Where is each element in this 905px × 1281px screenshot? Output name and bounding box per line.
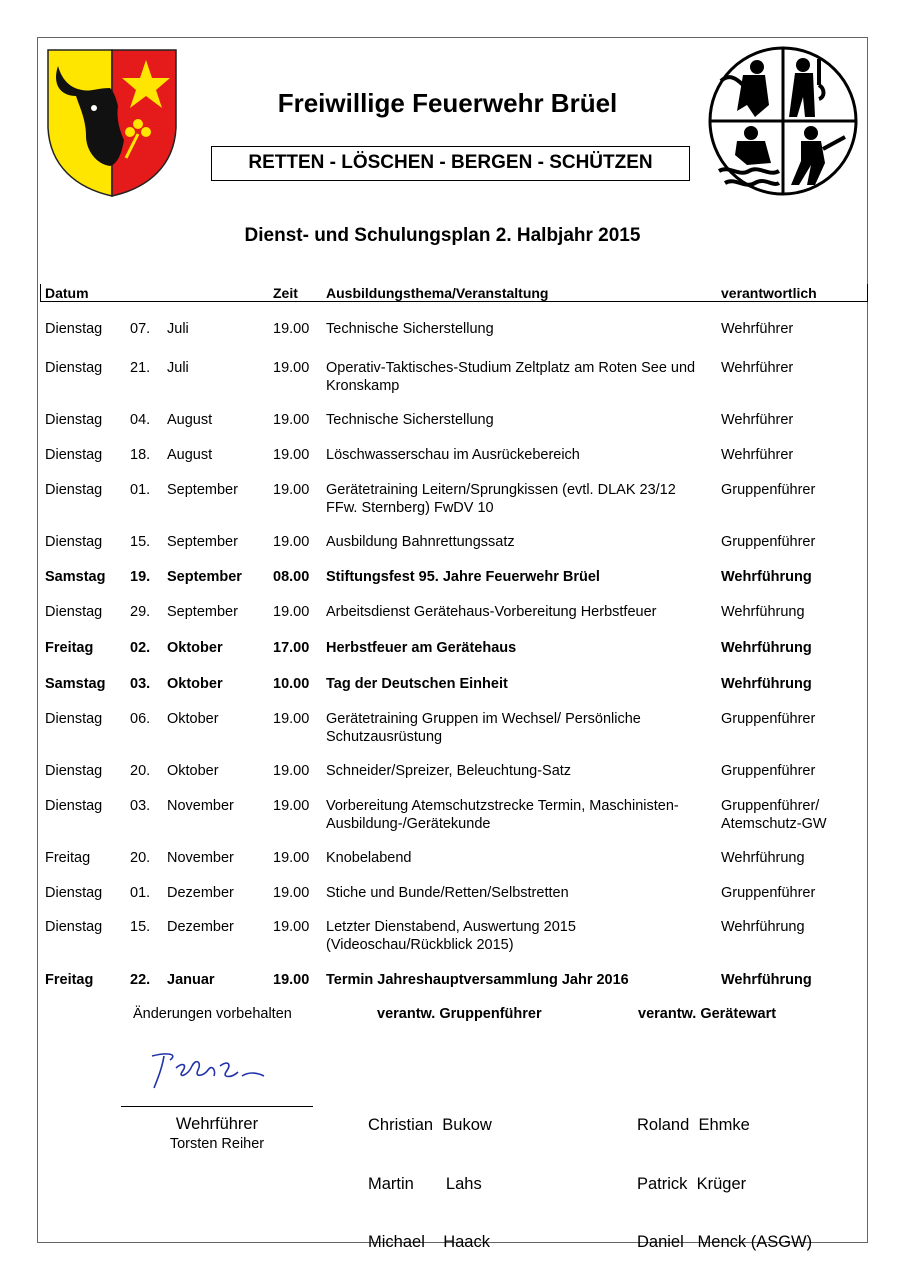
row-day: Dienstag [45, 482, 103, 498]
row-date-number: 03. [130, 676, 151, 692]
row-month: Oktober [167, 763, 219, 779]
row-topic: Gerätetraining Leitern/Sprungkissen (evtl. DLAK 23/12 FFw. Sternberg) FwDV 10 [326, 482, 676, 516]
row-day: Dienstag [45, 711, 103, 727]
row-topic: Ausbildung Bahnrettungssatz [326, 534, 515, 550]
row-time: 17.00 [273, 640, 310, 656]
row-time: 19.00 [273, 447, 310, 463]
row-month: Oktober [167, 711, 219, 727]
column-header-time: Zeit [273, 285, 298, 301]
row-date-number: 03. [130, 798, 151, 814]
row-time: 19.00 [273, 798, 310, 814]
row-responsible: Wehrführer [721, 447, 794, 463]
row-day: Dienstag [45, 885, 103, 901]
row-date-number: 20. [130, 850, 151, 866]
coat-of-arms-icon [46, 48, 178, 198]
row-time: 19.00 [273, 321, 310, 337]
row-date-number: 20. [130, 763, 151, 779]
row-date-number: 01. [130, 482, 151, 498]
row-topic: Letzter Dienstabend, Auswertung 2015 (Videoschau/Rückblick 2015) [326, 919, 576, 953]
column-header-date: Datum [45, 285, 89, 301]
signature-line [121, 1106, 313, 1107]
row-time: 10.00 [273, 676, 310, 692]
row-date-number: 21. [130, 360, 151, 376]
chief-name: Torsten Reiher [169, 1136, 265, 1152]
signature-icon [148, 1048, 268, 1093]
row-day: Freitag [45, 972, 94, 988]
group-leaders-label: verantw. Gruppenführer [377, 1006, 542, 1022]
row-day: Freitag [45, 640, 94, 656]
row-responsible: Wehrführung [721, 972, 812, 988]
row-responsible: Gruppenführer [721, 534, 816, 550]
row-month: Dezember [167, 885, 234, 901]
row-day: Dienstag [45, 798, 103, 814]
page-title: Freiwillige Feuerwehr Brüel [277, 88, 618, 118]
row-month: Januar [167, 972, 215, 988]
row-topic: Stiftungsfest 95. Jahre Feuerwehr Brüel [326, 569, 600, 585]
row-topic: Schneider/Spreizer, Beleuchtung-Satz [326, 763, 572, 779]
row-time: 19.00 [273, 534, 310, 550]
row-day: Samstag [45, 569, 106, 585]
row-responsible: Gruppenführer/ Atemschutz-GW [721, 798, 827, 832]
row-month: September [167, 569, 242, 585]
row-time: 19.00 [273, 482, 310, 498]
row-time: 19.00 [273, 360, 310, 376]
row-time: 19.00 [273, 850, 310, 866]
column-header-responsible: verantwortlich [721, 285, 817, 301]
row-topic: Knobelabend [326, 850, 412, 866]
row-day: Dienstag [45, 412, 103, 428]
changes-note: Änderungen vorbehalten [133, 1006, 292, 1022]
row-date-number: 19. [130, 569, 151, 585]
chief-title: Wehrführer [175, 1115, 259, 1133]
row-responsible: Gruppenführer [721, 711, 816, 727]
equipment-wardens-list [637, 1077, 812, 1272]
row-time: 19.00 [273, 885, 310, 901]
row-responsible: Wehrführer [721, 360, 794, 376]
row-day: Dienstag [45, 321, 103, 337]
row-responsible: Wehrführung [721, 604, 805, 620]
row-topic: Technische Sicherstellung [326, 321, 494, 337]
row-responsible: Wehrführung [721, 919, 805, 935]
row-time: 19.00 [273, 711, 310, 727]
row-responsible: Wehrführung [721, 569, 812, 585]
row-responsible: Wehrführung [721, 850, 805, 866]
motto-box: RETTEN - LÖSCHEN - BERGEN - SCHÜTZEN [211, 146, 690, 181]
row-time: 19.00 [273, 763, 310, 779]
row-responsible: Gruppenführer [721, 885, 816, 901]
row-topic: Gerätetraining Gruppen im Wechsel/ Persönliche Schutzausrüstung [326, 711, 641, 745]
row-month: Juli [167, 360, 189, 376]
equipment-warden-name: Roland Ehmke [637, 1116, 750, 1134]
group-leader-name: Martin Lahs [368, 1174, 482, 1193]
row-topic: Operativ-Taktisches-Studium Zeltplatz am Roten See und Kronskamp [326, 360, 696, 394]
row-date-number: 15. [130, 919, 151, 935]
row-month: Oktober [167, 676, 223, 692]
row-time: 19.00 [273, 412, 310, 428]
row-topic: Herbstfeuer am Gerätehaus [326, 640, 517, 656]
row-time: 08.00 [273, 569, 310, 585]
row-time: 19.00 [273, 604, 310, 620]
row-date-number: 22. [130, 972, 151, 988]
row-responsible: Wehrführung [721, 676, 812, 692]
header-divider [40, 301, 868, 302]
row-date-number: 15. [130, 534, 151, 550]
row-month: Oktober [167, 640, 223, 656]
row-date-number: 04. [130, 412, 151, 428]
row-month: September [167, 482, 238, 498]
plan-subtitle: Dienst- und Schulungsplan 2. Halbjahr 2015 [244, 225, 641, 246]
row-topic: Arbeitsdienst Gerätehaus-Vorbereitung Herbstfeuer [326, 604, 657, 620]
row-topic: Vorbereitung Atemschutzstrecke Termin, Maschinisten-Ausbildung-/Gerätekunde [326, 798, 679, 832]
row-responsible: Wehrführung [721, 640, 812, 656]
row-month: August [167, 412, 213, 428]
equipment-warden-name: Patrick Krüger [637, 1174, 747, 1193]
row-month: November [167, 798, 234, 814]
row-topic: Termin Jahreshauptversammlung Jahr 2016 [326, 972, 629, 988]
row-topic: Löschwasserschau im Ausrückebereich [326, 447, 580, 463]
column-header-topic: Ausbildungsthema/Veranstaltung [326, 285, 549, 301]
row-day: Dienstag [45, 919, 103, 935]
row-month: November [167, 850, 234, 866]
group-leaders-list [368, 1077, 492, 1272]
row-responsible: Wehrführer [721, 321, 794, 337]
group-leader-name: Michael Haack [368, 1233, 490, 1251]
row-month: Juli [167, 321, 189, 337]
row-month: Dezember [167, 919, 234, 935]
row-responsible: Gruppenführer [721, 763, 816, 779]
row-date-number: 01. [130, 885, 151, 901]
group-leader-name: Christian Bukow [368, 1116, 492, 1134]
row-topic: Technische Sicherstellung [326, 412, 494, 428]
row-time: 19.00 [273, 919, 310, 935]
equipment-warden-name: Daniel Menck (ASGW) [637, 1233, 813, 1251]
fire-brigade-emblem-icon [707, 45, 859, 197]
row-day: Dienstag [45, 534, 103, 550]
equipment-warden-label: verantw. Gerätewart [638, 1006, 777, 1022]
row-day: Samstag [45, 676, 106, 692]
row-date-number: 07. [130, 321, 151, 337]
row-date-number: 29. [130, 604, 151, 620]
row-day: Dienstag [45, 447, 103, 463]
row-topic: Tag der Deutschen Einheit [326, 676, 508, 692]
row-day: Dienstag [45, 360, 103, 376]
row-responsible: Wehrführer [721, 412, 794, 428]
row-month: August [167, 447, 213, 463]
row-month: September [167, 604, 238, 620]
row-month: September [167, 534, 238, 550]
row-day: Dienstag [45, 763, 103, 779]
row-date-number: 06. [130, 711, 151, 727]
row-topic: Stiche und Bunde/Retten/Selbstretten [326, 885, 569, 901]
row-day: Dienstag [45, 604, 103, 620]
row-day: Freitag [45, 850, 91, 866]
row-responsible: Gruppenführer [721, 482, 816, 498]
row-date-number: 02. [130, 640, 151, 656]
row-date-number: 18. [130, 447, 151, 463]
row-time: 19.00 [273, 972, 310, 988]
